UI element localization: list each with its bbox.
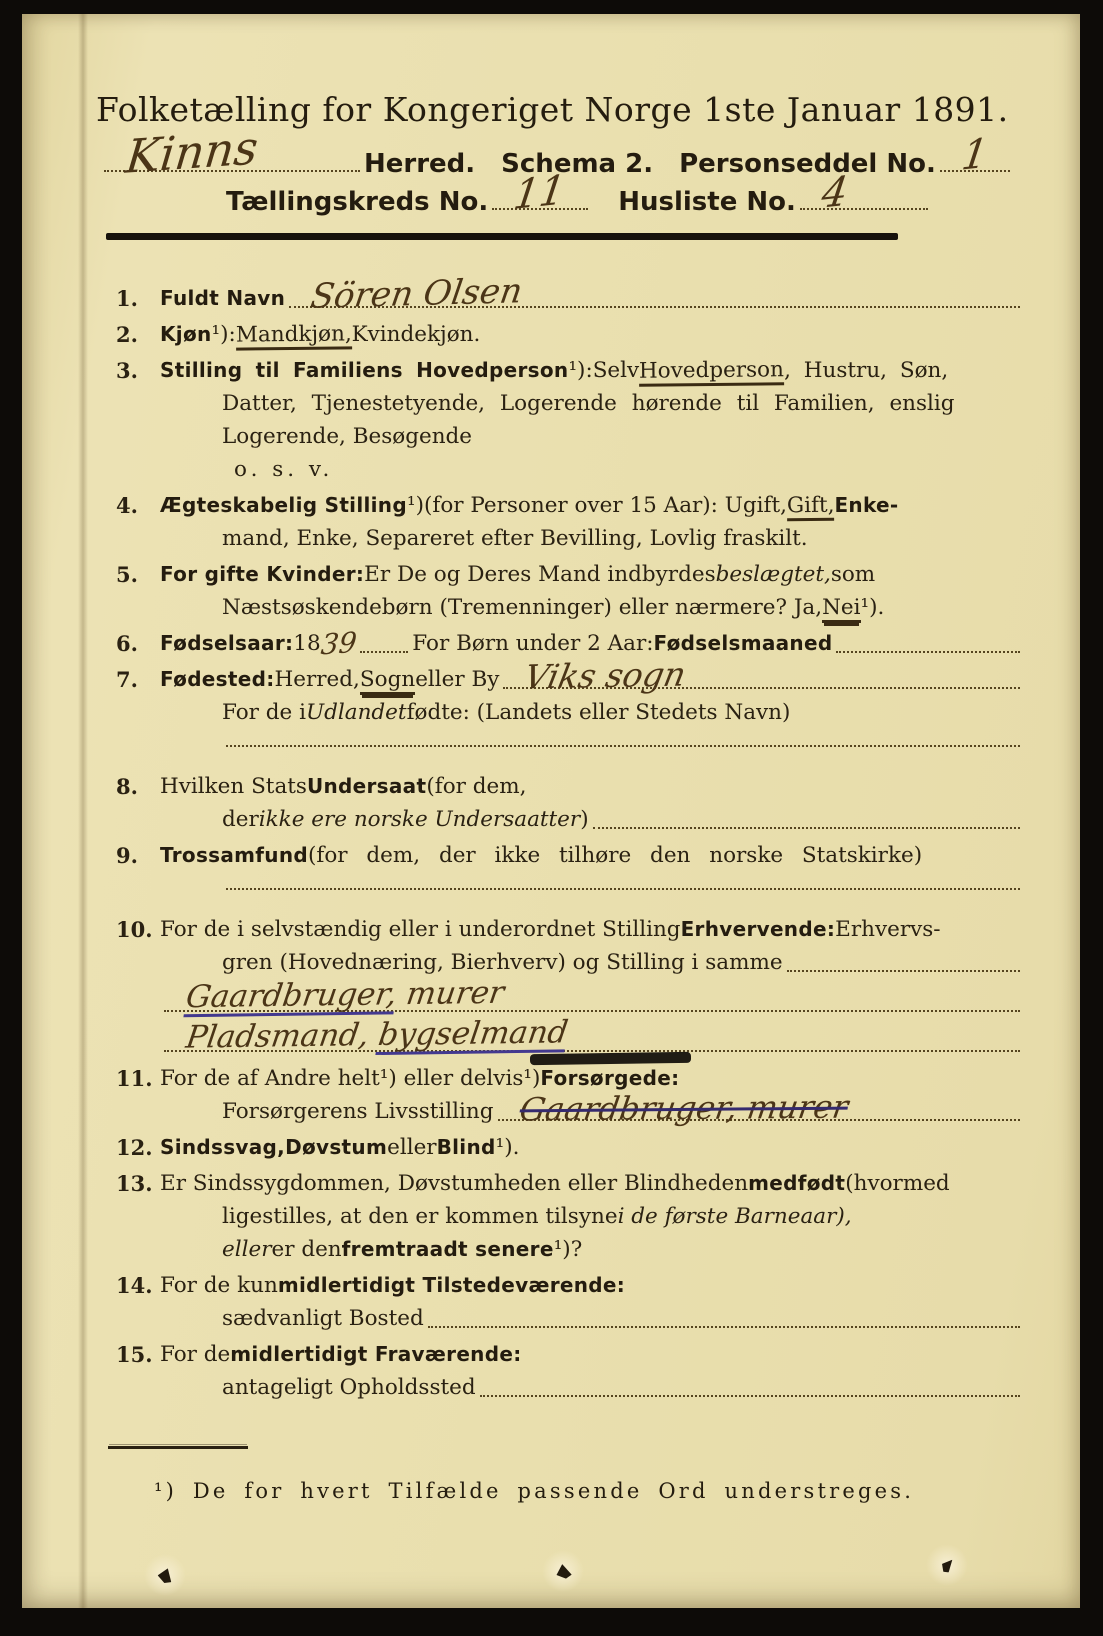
- item-5-line-2a: Næstsøskendebørn (Tremenninger) eller nærmere? Ja,: [222, 595, 823, 620]
- husliste-dotted-line: [800, 168, 928, 218]
- item-13-number: 13.: [116, 1171, 153, 1196]
- item-4: [86, 489, 1024, 555]
- item-11-line-2: Forsørgerens Livsstilling: [222, 1099, 494, 1124]
- item-3: [86, 354, 1024, 486]
- item-10-answer-line-2: [164, 1014, 1020, 1057]
- item-1-label: Fuldt Navn: [160, 286, 286, 310]
- handwritten-occupation-rest-1: murer: [394, 975, 507, 1013]
- item-6-number: 6.: [116, 631, 138, 656]
- item-13-line-3a: er den: [271, 1237, 342, 1262]
- item-5-text-1: Er De og Deres Mand indbyrdes: [364, 562, 716, 587]
- item-3-choice-underlined: Hovedperson: [639, 359, 784, 386]
- footnote: ¹) De for hvert Tilfælde passende Ord understreges.: [154, 1479, 915, 1503]
- handwritten-occupation-underlined-2: bygselmand: [376, 1014, 571, 1054]
- item-7-text-1: Herred,: [274, 667, 360, 692]
- item-11-text-1: For de af Andre helt¹) eller delvis¹): [160, 1066, 541, 1091]
- handwritten-occupation-line-2: [183, 1014, 571, 1058]
- item-12-label-2: Døvstum: [285, 1135, 388, 1159]
- item-1: [86, 271, 1024, 317]
- item-1-answer-line: [289, 271, 1020, 317]
- handwritten-full-name: Sören Olsen: [308, 271, 526, 317]
- item-2-ref: ¹):: [211, 322, 236, 347]
- personseddel-dotted-line: [940, 130, 1010, 180]
- item-14-text-1: For de kun: [160, 1273, 278, 1298]
- item-4-text-2: Enke-: [834, 493, 899, 517]
- item-3-text-1: Selv: [592, 358, 640, 383]
- item-6-answer-line: [836, 651, 1020, 653]
- handwritten-tellingskreds-no: 11: [511, 166, 569, 220]
- item-7: [86, 654, 1024, 754]
- item-4-number: 4.: [116, 493, 138, 518]
- personseddel-label: Personseddel No.: [679, 149, 936, 179]
- item-8-text-1: Hvilken Stats: [160, 774, 307, 799]
- item-10-answer-line-1: [164, 975, 1020, 1016]
- item-3-text-2: , Hustru, Søn,: [784, 358, 949, 383]
- item-3-line-2: Datter, Tjenestetyende, Logerende hørende til Familien, enslig: [222, 391, 955, 416]
- item-7-line-2b: fødte: (Landets eller Stedets Navn): [406, 700, 791, 725]
- schema-label: Schema 2.: [501, 149, 654, 179]
- item-7-sogn-underlined: Sogn: [360, 669, 415, 695]
- item-5: [86, 558, 1024, 624]
- item-6-label-2: Fødselsmaaned: [653, 631, 833, 655]
- item-7-number: 7.: [116, 667, 138, 692]
- item-14-answer-line: [428, 1326, 1020, 1328]
- item-14: [86, 1269, 1024, 1335]
- item-15: [86, 1338, 1024, 1404]
- item-4-line-2: mand, Enke, Separeret efter Bevilling, Lovlig fraskilt.: [222, 526, 808, 551]
- item-14-label: midlertidigt Tilstedeværende:: [277, 1273, 626, 1297]
- question-list: [86, 271, 1024, 1404]
- item-8-number: 8.: [116, 774, 138, 799]
- handwritten-occupation-line-1: [183, 977, 506, 1017]
- item-4-choice-underlined: Gift,: [787, 495, 835, 521]
- item-14-number: 14.: [116, 1273, 153, 1298]
- item-7-label: Fødested:: [160, 667, 275, 691]
- item-10-label: Erhvervende:: [680, 917, 836, 941]
- item-8-line-2a: der: [222, 807, 259, 832]
- tellingskreds-label: Tællingskreds No.: [226, 187, 489, 217]
- item-7-extra-dotted-line: [226, 745, 1020, 747]
- header-rule: [106, 233, 898, 240]
- punch-mark-right: [932, 1550, 962, 1580]
- item-13-italic-2: eller: [222, 1237, 272, 1262]
- item-5-label: For gifte Kvinder:: [160, 562, 365, 586]
- item-10-text-2: Erhvervs-: [835, 917, 941, 942]
- item-2-number: 2.: [116, 322, 138, 347]
- item-12-label-1: Sindssvag,: [160, 1135, 286, 1159]
- item-13-label-2: fremtraadt senere: [341, 1237, 554, 1261]
- handwritten-occupation-rest-2: Pladsmand,: [183, 1017, 382, 1057]
- item-9: [86, 839, 1024, 897]
- item-11-label-struck: Forsørgede:: [540, 1062, 679, 1095]
- item-11: [86, 1062, 1024, 1128]
- item-9-label: Trossamfund: [160, 843, 308, 867]
- item-5-choice-underlined: Nei: [822, 597, 860, 623]
- punch-mark-center: [548, 1556, 578, 1586]
- header-line-district: [226, 166, 904, 220]
- item-5-line-2b: ¹).: [860, 595, 885, 620]
- handwritten-husliste-no: 4: [818, 168, 851, 218]
- item-8-answer-line: [593, 827, 1020, 829]
- item-4-label: Ægteskabelig Stilling: [160, 493, 407, 517]
- item-3-ref: ¹):: [568, 358, 593, 383]
- item-6-dotted-short: [360, 651, 408, 653]
- item-13: [86, 1167, 1024, 1266]
- item-4-ref: ¹): [406, 493, 424, 518]
- husliste-label: Husliste No.: [618, 187, 796, 217]
- item-3-line-3: Logerende, Besøgende: [222, 424, 473, 449]
- item-11-answer-line: [498, 1087, 1020, 1129]
- item-12-label-3: Blind: [436, 1135, 496, 1159]
- item-3-number: 3.: [116, 358, 138, 383]
- item-8: [86, 770, 1024, 836]
- item-7-text-2: eller By: [415, 667, 500, 692]
- item-12: [86, 1131, 1024, 1164]
- item-6-text-2: For Børn under 2 Aar:: [412, 631, 654, 656]
- item-6: [86, 627, 1024, 660]
- item-15-line-2: antageligt Opholdssted: [222, 1375, 476, 1400]
- item-4-text-1: (for Personer over 15 Aar): Ugift,: [423, 493, 787, 518]
- item-9-answer-line: [226, 888, 1020, 890]
- item-3-label: Stilling til Familiens Hovedperson: [160, 358, 569, 382]
- item-10-dotted-tail: [787, 970, 1020, 972]
- handwritten-birth-year: 39: [319, 625, 359, 662]
- item-9-text-1: (for dem, der ikke tilhøre den norske Statskirke): [308, 843, 923, 868]
- item-5-text-2: som: [830, 562, 876, 587]
- item-13-label-1: medfødt: [748, 1171, 846, 1195]
- item-13-text-1: Er Sindssygdommen, Døvstumheden eller Blindheden: [160, 1171, 749, 1196]
- item-2-choice-underlined: Mandkjøn,: [236, 323, 352, 350]
- item-13-italic-1: i de første Barneaar),: [617, 1204, 852, 1229]
- item-9-number: 9.: [116, 843, 138, 868]
- punch-mark-left: [150, 1560, 180, 1590]
- item-10-text-1: For de i selvstændig eller i underordnet Stilling: [160, 917, 681, 942]
- item-2-label: Kjøn: [160, 322, 212, 346]
- item-3-line-4: o. s. v.: [234, 457, 334, 482]
- item-6-label: Fødselsaar:: [160, 631, 294, 655]
- item-5-number: 5.: [116, 562, 138, 587]
- item-15-number: 15.: [116, 1342, 153, 1367]
- footnote-separator: [108, 1446, 248, 1449]
- handwritten-provider-occupation: Gaardbruger, murer: [516, 1087, 851, 1129]
- tellingskreds-dotted-line: [492, 166, 588, 220]
- item-8-text-2: (for dem,: [426, 774, 527, 799]
- item-1-number: 1.: [116, 286, 138, 311]
- item-10-line-2: gren (Hovednæring, Bierhverv) og Stilling i samme: [222, 950, 783, 975]
- herred-dotted-line: [104, 120, 360, 184]
- item-13-text-2: (hvormed: [845, 1171, 950, 1196]
- herred-label: Herred.: [364, 149, 476, 179]
- item-12-number: 12.: [116, 1135, 153, 1160]
- item-12-text-1: eller: [387, 1135, 437, 1160]
- item-8-label: Undersaat: [306, 774, 427, 798]
- handwritten-herred-name: Kinns: [123, 120, 261, 184]
- form-content: [86, 14, 1024, 1503]
- handwritten-personseddel-no: 1: [958, 130, 991, 180]
- item-15-label: midlertidigt Fraværende:: [230, 1342, 522, 1366]
- item-5-italic: beslægtet,: [715, 562, 831, 587]
- item-7-line-2a: For de i: [222, 700, 306, 725]
- item-2: [86, 318, 1024, 351]
- item-11-number: 11.: [116, 1066, 153, 1091]
- item-6-text-1: 18: [293, 631, 321, 656]
- item-14-line-2: sædvanligt Bosted: [222, 1306, 424, 1331]
- census-form-paper: [22, 14, 1080, 1608]
- item-10-number: 10.: [116, 917, 153, 942]
- item-2-choices: Kvindekjøn.: [351, 322, 481, 347]
- item-13-line-2a: ligestilles, at den er kommen tilsyne: [222, 1204, 618, 1229]
- item-15-answer-line: [480, 1395, 1020, 1397]
- form-title: Folketælling for Kongeriget Norge 1ste Januar 1891.: [96, 90, 1009, 129]
- item-8-line-2b: ): [580, 807, 589, 832]
- item-10: [86, 913, 1024, 1059]
- item-15-text-1: For de: [160, 1342, 231, 1367]
- handwritten-birthplace: Viks sogn: [521, 654, 690, 697]
- item-12-text-2: ¹).: [495, 1135, 520, 1160]
- item-13-line-3b: ¹)?: [553, 1237, 583, 1262]
- item-7-italic: Udlandet: [306, 700, 407, 725]
- handwritten-occupation-underlined-1: Gaardbruger,: [183, 976, 400, 1016]
- item-8-italic: ikke ere norske Undersaatter: [258, 807, 581, 832]
- item-7-answer-line: [503, 654, 1020, 697]
